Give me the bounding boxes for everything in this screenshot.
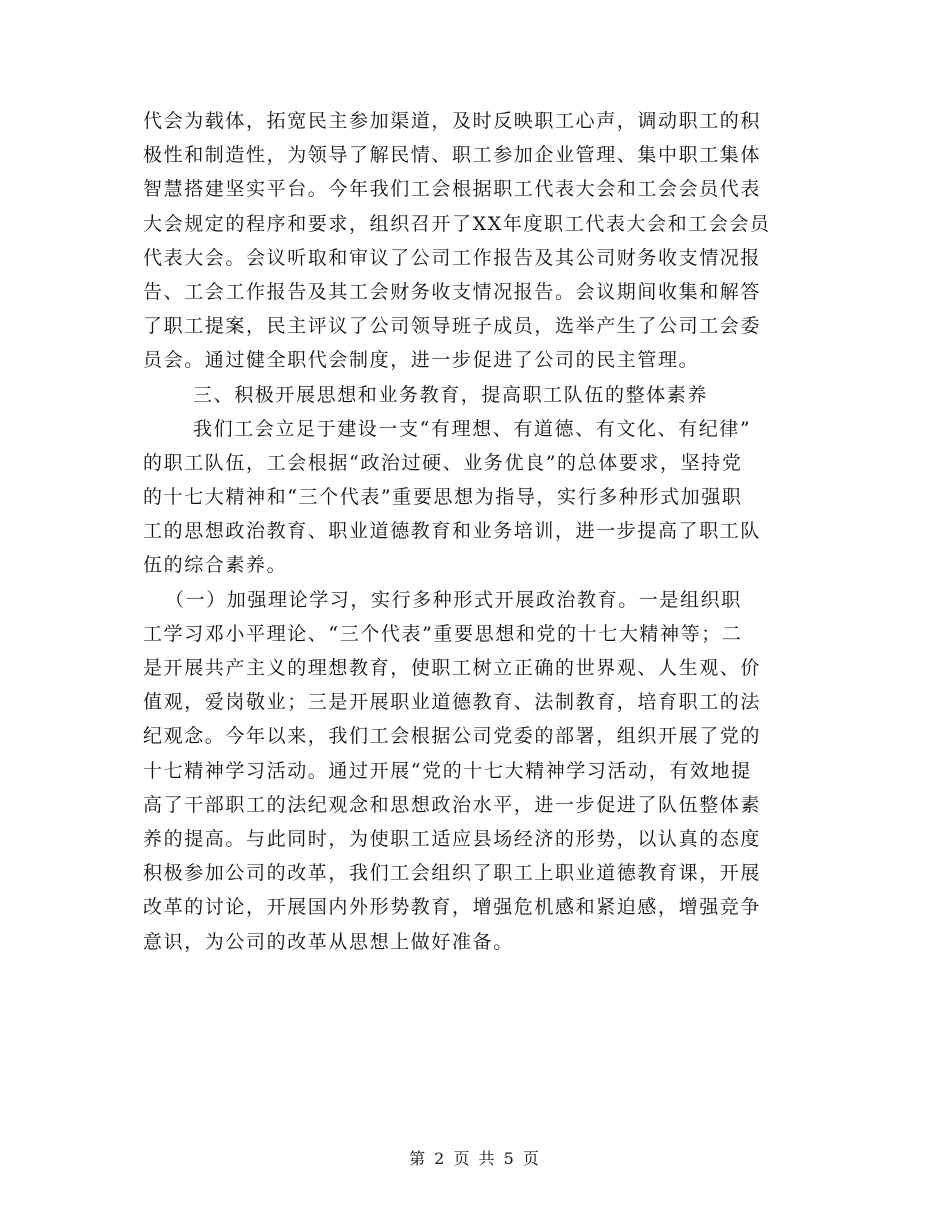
text-line: 大会规定的程序和要求，组织召开了XX年度职工代表大会和工会会员 [143,212,771,235]
text-line: 纪观念。今年以来，我们工会根据公司党委的部署，组织开展了党的 [143,725,762,748]
text-line: 工的思想政治教育、职业道德教育和业务培训，进一步提高了职工队 [143,520,762,543]
text-line: 积极参加公司的改革，我们工会组织了职工上职业道德教育课，开展 [143,862,762,885]
text-line: 伍的综合素养。 [143,554,288,577]
text-line: 我们工会立足于建设一支“有理想、有道德、有文化、有纪律” [193,417,752,440]
text-line: 的十七大精神和“三个代表”重要思想为指导，实行多种形式加强职 [143,486,743,509]
text-line: 代表大会。会议听取和审议了公司工作报告及其公司财务收支情况报 [143,246,762,269]
text-line: 极性和制造性，为领导了解民情、职工参加企业管理、集中职工集体 [143,144,762,167]
text-line: 代会为载体，拓宽民主参加渠道，及时反映职工心声，调动职工的积 [143,110,762,132]
text-line: 员会。通过健全职代会制度，进一步促进了公司的民主管理。 [143,349,700,372]
text-line: 值观，爱岗敬业；三是开展职业道德教育、法制教育，培育职工的法 [143,691,762,714]
page-number: 第 2 页 共 5 页 [409,1149,541,1168]
text-line: 工学习邓小平理论、“三个代表”重要思想和党的十七大精神等；二 [143,622,743,645]
text-line: 高了干部职工的法纪观念和思想政治水平，进一步促进了队伍整体素 [143,793,762,816]
text-line: 养的提高。与此同时，为使职工适应县场经济的形势，以认真的态度 [143,827,762,850]
document-body [143,104,771,959]
text-line: 三、积极开展思想和业务教育，提高职工队伍的整体素养 [193,383,709,406]
text-line: 意识，为公司的改革从思想上做好准备。 [143,930,514,953]
text-line: （一）加强理论学习，实行多种形式开展政治教育。一是组织职 [165,588,742,611]
text-line: 智慧搭建坚实平台。今年我们工会根据职工代表大会和工会会员代表 [143,178,762,201]
text-line: 改革的讨论，开展国内外形势教育，增强危机感和紧迫感，增强竞争 [143,896,762,919]
text-line: 十七精神学习活动。通过开展“党的十七大精神学习活动，有效地提 [143,759,752,782]
text-line: 告、工会工作报告及其工会财务收支情况报告。会议期间收集和解答 [143,280,762,303]
text-line: 是开展共产主义的理想教育，使职工树立正确的世界观、人生观、价 [143,657,762,679]
text-line: 的职工队伍，工会根据“政治过硬、业务优良”的总体要求，坚持党 [143,451,743,474]
text-line: 了职工提案，民主评议了公司领导班子成员，选举产生了公司工会委 [143,315,762,338]
